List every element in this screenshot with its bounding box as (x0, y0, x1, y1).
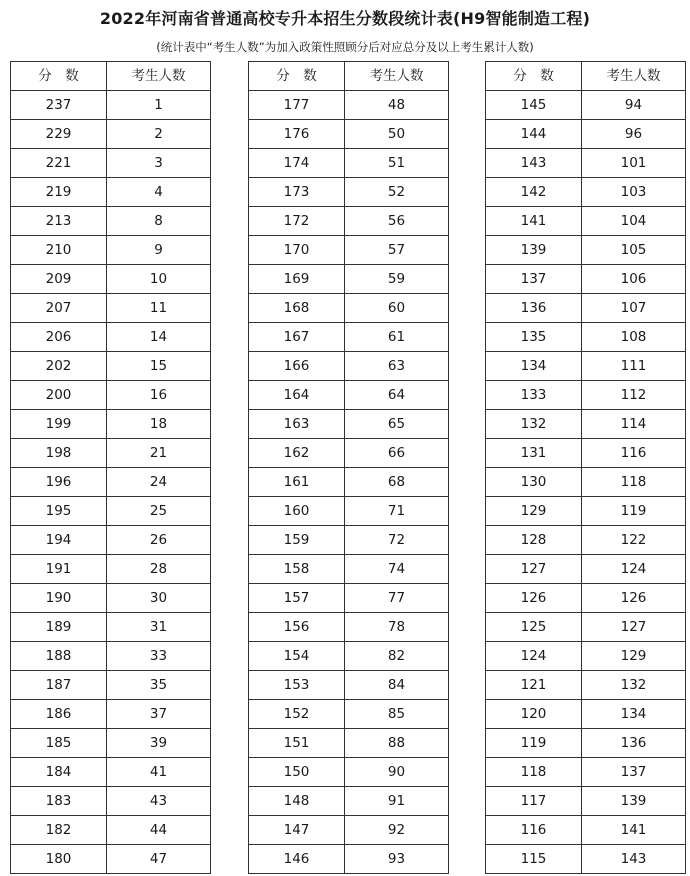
count-cell: 48 (345, 91, 449, 120)
count-cell: 78 (345, 613, 449, 642)
header-row (486, 62, 686, 91)
table-row (249, 729, 449, 758)
count-cell: 74 (345, 555, 449, 584)
table-row (486, 526, 686, 555)
count-cell: 15 (107, 352, 211, 381)
score-cell: 152 (249, 700, 345, 729)
table-row (249, 236, 449, 265)
count-cell: 57 (345, 236, 449, 265)
score-cell: 168 (249, 294, 345, 323)
table-row (486, 381, 686, 410)
table-row (11, 120, 211, 149)
score-cell: 219 (11, 178, 107, 207)
table-row (249, 526, 449, 555)
score-cell: 130 (486, 468, 582, 497)
count-cell: 96 (582, 120, 686, 149)
count-cell: 103 (582, 178, 686, 207)
score-cell: 137 (486, 265, 582, 294)
count-cell: 61 (345, 323, 449, 352)
count-cell: 84 (345, 671, 449, 700)
count-cell: 119 (582, 497, 686, 526)
score-cell: 162 (249, 439, 345, 468)
table-row (486, 91, 686, 120)
score-cell: 207 (11, 294, 107, 323)
score-cell: 174 (249, 149, 345, 178)
score-cell: 198 (11, 439, 107, 468)
table-row (249, 120, 449, 149)
score-cell: 172 (249, 207, 345, 236)
table-row (486, 352, 686, 381)
page-subtitle: (统计表中“考生人数”为加入政策性照顾分后对应总分及以上考生累计人数) (156, 40, 534, 54)
table-row (11, 236, 211, 265)
table-row (249, 584, 449, 613)
table-row (486, 265, 686, 294)
count-cell: 91 (345, 787, 449, 816)
header-count: 考生人数 (582, 62, 686, 91)
table-row (486, 584, 686, 613)
table-row (11, 381, 211, 410)
table-row (486, 729, 686, 758)
table-row (11, 642, 211, 671)
table-row (11, 352, 211, 381)
table-row (249, 468, 449, 497)
count-cell: 4 (107, 178, 211, 207)
count-cell: 134 (582, 700, 686, 729)
score-cell: 177 (249, 91, 345, 120)
table-row (486, 323, 686, 352)
table-row (11, 468, 211, 497)
score-cell: 146 (249, 845, 345, 874)
score-cell: 131 (486, 439, 582, 468)
table-row (249, 816, 449, 845)
table-row (11, 91, 211, 120)
count-cell: 30 (107, 584, 211, 613)
count-cell: 136 (582, 729, 686, 758)
count-cell: 65 (345, 410, 449, 439)
table-row (11, 555, 211, 584)
score-cell: 184 (11, 758, 107, 787)
score-cell: 163 (249, 410, 345, 439)
count-cell: 64 (345, 381, 449, 410)
count-cell: 143 (582, 845, 686, 874)
count-cell: 85 (345, 700, 449, 729)
score-cell: 191 (11, 555, 107, 584)
score-cell: 185 (11, 729, 107, 758)
score-cell: 132 (486, 410, 582, 439)
score-table-3 (485, 61, 686, 874)
count-cell: 106 (582, 265, 686, 294)
count-cell: 35 (107, 671, 211, 700)
table-row (486, 642, 686, 671)
score-cell: 126 (486, 584, 582, 613)
score-cell: 189 (11, 613, 107, 642)
count-cell: 63 (345, 352, 449, 381)
score-cell: 148 (249, 787, 345, 816)
table-row (11, 149, 211, 178)
score-cell: 135 (486, 323, 582, 352)
header-score: 分 数 (11, 62, 107, 91)
score-cell: 119 (486, 729, 582, 758)
count-cell: 92 (345, 816, 449, 845)
table-row (249, 91, 449, 120)
count-cell: 122 (582, 526, 686, 555)
table-row (486, 816, 686, 845)
score-cell: 150 (249, 758, 345, 787)
count-cell: 24 (107, 468, 211, 497)
score-cell: 167 (249, 323, 345, 352)
score-cell: 206 (11, 323, 107, 352)
count-cell: 141 (582, 816, 686, 845)
table-row (249, 178, 449, 207)
table-row (486, 700, 686, 729)
table-row (11, 787, 211, 816)
count-cell: 72 (345, 526, 449, 555)
count-cell: 107 (582, 294, 686, 323)
header-score: 分 数 (249, 62, 345, 91)
score-cell: 164 (249, 381, 345, 410)
count-cell: 3 (107, 149, 211, 178)
count-cell: 50 (345, 120, 449, 149)
count-cell: 127 (582, 613, 686, 642)
score-cell: 157 (249, 584, 345, 613)
header-count: 考生人数 (107, 62, 211, 91)
table-row (11, 265, 211, 294)
table-row (11, 526, 211, 555)
table-row (486, 294, 686, 323)
count-cell: 132 (582, 671, 686, 700)
score-cell: 124 (486, 642, 582, 671)
table-row (486, 120, 686, 149)
count-cell: 11 (107, 294, 211, 323)
count-cell: 52 (345, 178, 449, 207)
table-row (11, 613, 211, 642)
score-cell: 116 (486, 816, 582, 845)
score-cell: 190 (11, 584, 107, 613)
table-row (11, 410, 211, 439)
count-cell: 139 (582, 787, 686, 816)
score-cell: 125 (486, 613, 582, 642)
count-cell: 2 (107, 120, 211, 149)
count-cell: 60 (345, 294, 449, 323)
score-cell: 160 (249, 497, 345, 526)
table-row (11, 439, 211, 468)
score-cell: 182 (11, 816, 107, 845)
table-row (11, 758, 211, 787)
score-cell: 129 (486, 497, 582, 526)
score-cell: 158 (249, 555, 345, 584)
table-row (249, 613, 449, 642)
count-cell: 108 (582, 323, 686, 352)
score-cell: 209 (11, 265, 107, 294)
score-cell: 183 (11, 787, 107, 816)
table-row (11, 729, 211, 758)
table-row (11, 816, 211, 845)
score-cell: 194 (11, 526, 107, 555)
count-cell: 118 (582, 468, 686, 497)
table-row (11, 671, 211, 700)
table-row (249, 700, 449, 729)
table-row (11, 497, 211, 526)
score-cell: 133 (486, 381, 582, 410)
score-cell: 188 (11, 642, 107, 671)
header-count: 考生人数 (345, 62, 449, 91)
score-cell: 154 (249, 642, 345, 671)
score-cell: 213 (11, 207, 107, 236)
score-cell: 173 (249, 178, 345, 207)
table-row (486, 410, 686, 439)
table-row (486, 613, 686, 642)
score-cell: 142 (486, 178, 582, 207)
score-cell: 196 (11, 468, 107, 497)
score-cell: 156 (249, 613, 345, 642)
score-cell: 161 (249, 468, 345, 497)
count-cell: 82 (345, 642, 449, 671)
header-row (11, 62, 211, 91)
page-title: 2022年河南省普通高校专升本招生分数段统计表(H9智能制造工程) (99, 9, 591, 28)
table-row (249, 497, 449, 526)
count-cell: 10 (107, 265, 211, 294)
score-cell: 134 (486, 352, 582, 381)
score-cell: 199 (11, 410, 107, 439)
table-row (11, 207, 211, 236)
score-cell: 170 (249, 236, 345, 265)
table-row (486, 758, 686, 787)
count-cell: 28 (107, 555, 211, 584)
count-cell: 66 (345, 439, 449, 468)
count-cell: 104 (582, 207, 686, 236)
count-cell: 59 (345, 265, 449, 294)
count-cell: 71 (345, 497, 449, 526)
score-cell: 143 (486, 149, 582, 178)
score-cell: 202 (11, 352, 107, 381)
score-cell: 200 (11, 381, 107, 410)
table-row (249, 323, 449, 352)
table-row (249, 758, 449, 787)
score-cell: 139 (486, 236, 582, 265)
table-row (249, 555, 449, 584)
score-cell: 187 (11, 671, 107, 700)
score-cell: 169 (249, 265, 345, 294)
count-cell: 105 (582, 236, 686, 265)
table-row (486, 468, 686, 497)
count-cell: 1 (107, 91, 211, 120)
table-row (249, 207, 449, 236)
table-row (486, 555, 686, 584)
table-row (11, 178, 211, 207)
score-cell: 176 (249, 120, 345, 149)
score-cell: 115 (486, 845, 582, 874)
score-cell: 118 (486, 758, 582, 787)
table-row (486, 787, 686, 816)
count-cell: 68 (345, 468, 449, 497)
score-cell: 221 (11, 149, 107, 178)
table-row (11, 845, 211, 874)
count-cell: 47 (107, 845, 211, 874)
score-cell: 120 (486, 700, 582, 729)
table-row (11, 294, 211, 323)
score-cell: 141 (486, 207, 582, 236)
count-cell: 51 (345, 149, 449, 178)
count-cell: 25 (107, 497, 211, 526)
score-cell: 195 (11, 497, 107, 526)
score-cell: 145 (486, 91, 582, 120)
score-cell: 166 (249, 352, 345, 381)
count-cell: 16 (107, 381, 211, 410)
count-cell: 37 (107, 700, 211, 729)
score-cell: 151 (249, 729, 345, 758)
count-cell: 124 (582, 555, 686, 584)
score-cell: 153 (249, 671, 345, 700)
score-cell: 180 (11, 845, 107, 874)
table-row (249, 294, 449, 323)
count-cell: 101 (582, 149, 686, 178)
count-cell: 94 (582, 91, 686, 120)
count-cell: 41 (107, 758, 211, 787)
score-cell: 186 (11, 700, 107, 729)
score-cell: 144 (486, 120, 582, 149)
table-row (249, 439, 449, 468)
count-cell: 111 (582, 352, 686, 381)
table-row (11, 584, 211, 613)
table-row (486, 497, 686, 526)
table-row (486, 439, 686, 468)
count-cell: 43 (107, 787, 211, 816)
count-cell: 8 (107, 207, 211, 236)
score-cell: 117 (486, 787, 582, 816)
table-row (486, 178, 686, 207)
count-cell: 129 (582, 642, 686, 671)
table-row (249, 410, 449, 439)
table-row (249, 265, 449, 294)
header-row (249, 62, 449, 91)
table-row (486, 671, 686, 700)
count-cell: 33 (107, 642, 211, 671)
count-cell: 93 (345, 845, 449, 874)
score-cell: 229 (11, 120, 107, 149)
count-cell: 26 (107, 526, 211, 555)
score-cell: 147 (249, 816, 345, 845)
count-cell: 39 (107, 729, 211, 758)
table-row (249, 671, 449, 700)
table-row (486, 236, 686, 265)
score-table-2 (248, 61, 449, 874)
count-cell: 18 (107, 410, 211, 439)
score-cell: 237 (11, 91, 107, 120)
score-cell: 121 (486, 671, 582, 700)
table-row (249, 787, 449, 816)
count-cell: 44 (107, 816, 211, 845)
table-row (249, 381, 449, 410)
score-cell: 159 (249, 526, 345, 555)
count-cell: 21 (107, 439, 211, 468)
score-table-1 (10, 61, 211, 874)
table-row (249, 845, 449, 874)
table-row (249, 642, 449, 671)
header-score: 分 数 (486, 62, 582, 91)
count-cell: 9 (107, 236, 211, 265)
count-cell: 77 (345, 584, 449, 613)
count-cell: 90 (345, 758, 449, 787)
table-row (249, 352, 449, 381)
count-cell: 14 (107, 323, 211, 352)
count-cell: 112 (582, 381, 686, 410)
score-cell: 127 (486, 555, 582, 584)
count-cell: 31 (107, 613, 211, 642)
score-cell: 136 (486, 294, 582, 323)
score-cell: 128 (486, 526, 582, 555)
count-cell: 56 (345, 207, 449, 236)
table-row (11, 323, 211, 352)
count-cell: 114 (582, 410, 686, 439)
table-row (486, 149, 686, 178)
count-cell: 88 (345, 729, 449, 758)
table-row (486, 207, 686, 236)
table-row (249, 149, 449, 178)
count-cell: 126 (582, 584, 686, 613)
table-row (11, 700, 211, 729)
count-cell: 116 (582, 439, 686, 468)
score-cell: 210 (11, 236, 107, 265)
count-cell: 137 (582, 758, 686, 787)
table-row (486, 845, 686, 874)
